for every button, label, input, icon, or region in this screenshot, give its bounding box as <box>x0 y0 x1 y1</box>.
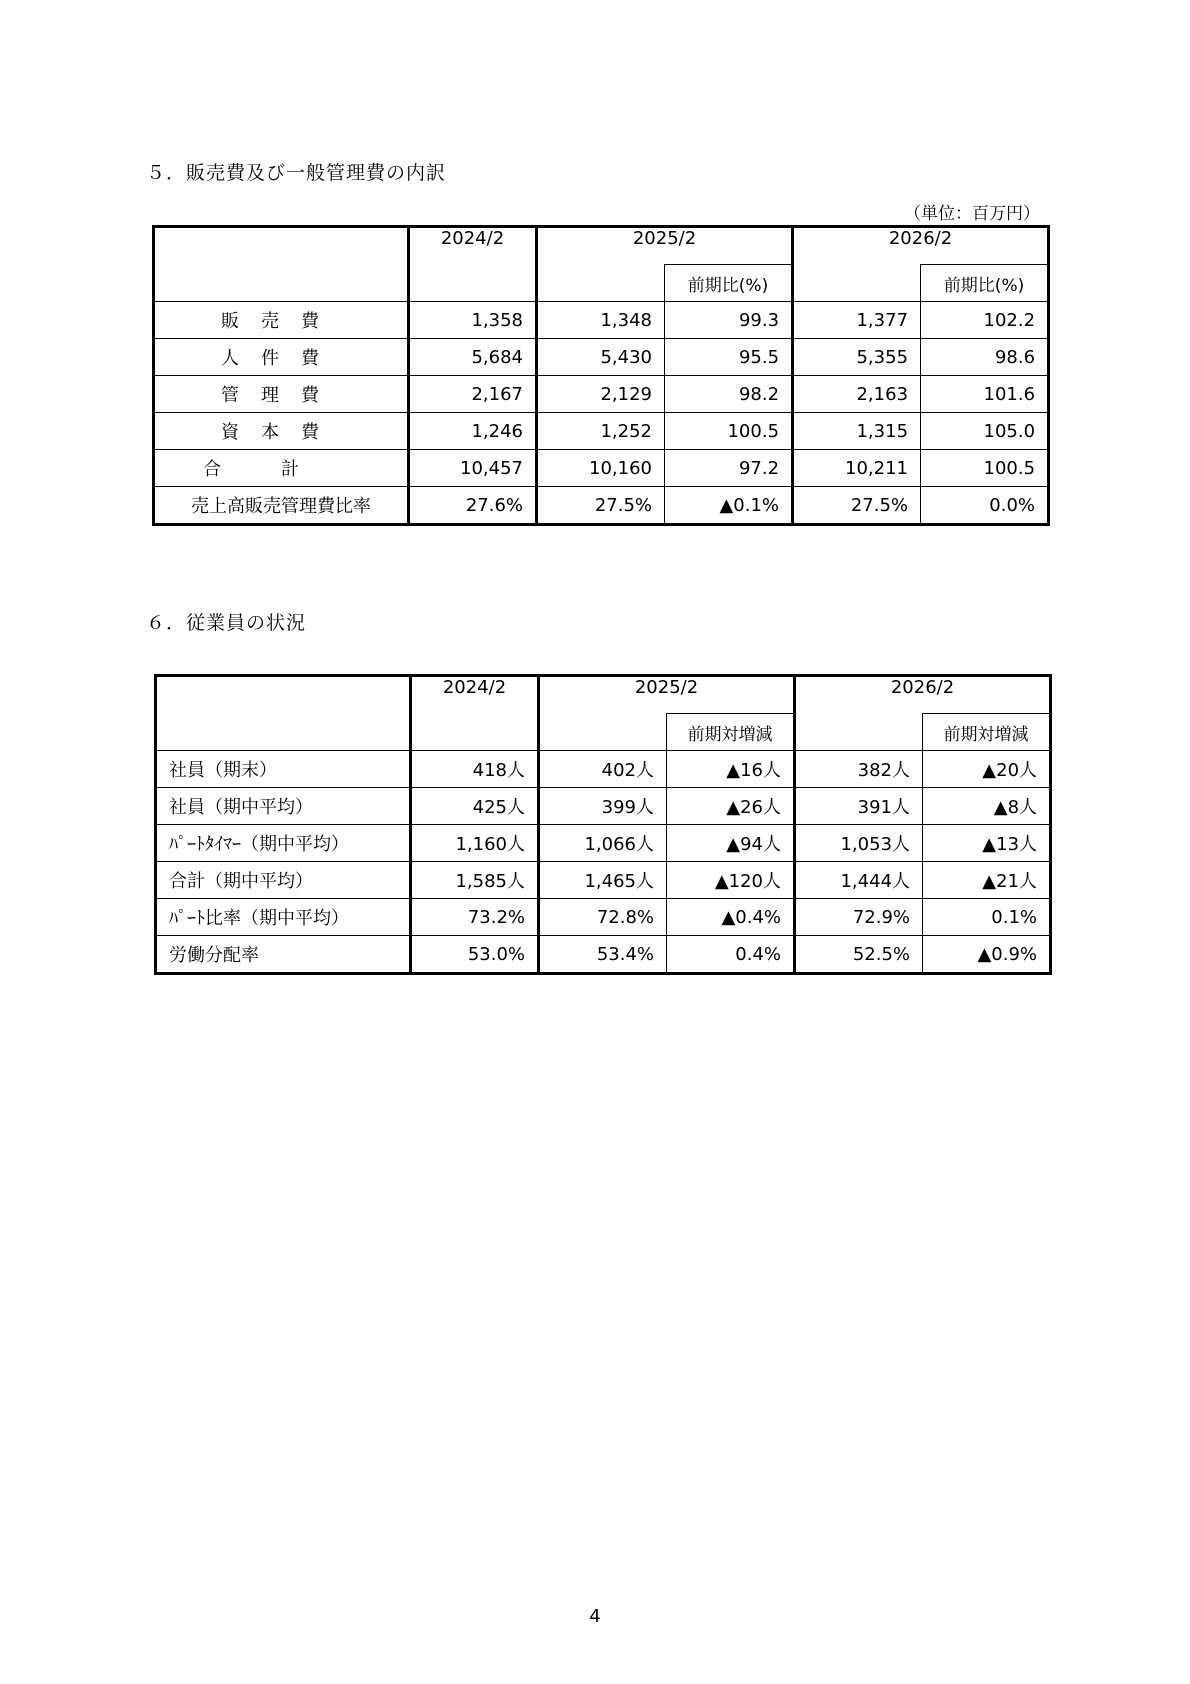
table-row <box>156 862 1051 899</box>
value-cell: 1,585人 <box>411 862 539 899</box>
diff-cell: ▲13人 <box>923 825 1051 862</box>
table-row <box>154 302 1049 339</box>
table-row <box>156 825 1051 862</box>
value-cell: 1,358 <box>409 302 537 339</box>
header-blank-cell <box>154 227 409 302</box>
ratio-cell: 101.6 <box>921 376 1049 413</box>
subheader-blank-cell <box>537 265 665 302</box>
section-title-employees: ６．従業員の状況 <box>146 612 307 634</box>
value-cell: 382人 <box>795 751 923 788</box>
section-title-sga: ５．販売費及び一般管理費の内訳 <box>146 162 447 184</box>
value-cell: 1,252 <box>537 413 665 450</box>
value-cell: 53.0% <box>411 936 539 974</box>
value-cell: 10,211 <box>793 450 921 487</box>
subheader-blank-cell <box>539 714 667 751</box>
value-cell: 2,129 <box>537 376 665 413</box>
value-cell: 1,066人 <box>539 825 667 862</box>
table-row <box>154 450 1049 487</box>
ratio-cell: 100.5 <box>665 413 793 450</box>
table-row <box>154 413 1049 450</box>
ratio-cell: 0.0% <box>921 487 1049 525</box>
value-cell: 399人 <box>539 788 667 825</box>
diff-subheader: 前期対増減 <box>923 714 1051 751</box>
diff-cell: ▲20人 <box>923 751 1051 788</box>
row-label: 管理費 <box>154 376 409 413</box>
unit-label: （単位：百万円） <box>904 204 1040 224</box>
diff-cell: ▲0.4% <box>667 899 795 936</box>
table-row <box>154 487 1049 525</box>
value-cell: 425人 <box>411 788 539 825</box>
row-label: 社員（期末） <box>156 751 411 788</box>
value-cell: 73.2% <box>411 899 539 936</box>
value-cell: 27.6% <box>409 487 537 525</box>
diff-cell: ▲26人 <box>667 788 795 825</box>
diff-cell: ▲16人 <box>667 751 795 788</box>
value-cell: 1,315 <box>793 413 921 450</box>
value-cell: 53.4% <box>539 936 667 974</box>
page-number: 4 <box>589 1606 601 1627</box>
sga-breakdown-table <box>152 225 1050 526</box>
row-label: 労働分配率 <box>156 936 411 974</box>
table-row <box>154 376 1049 413</box>
table-row <box>154 339 1049 376</box>
value-cell: 1,053人 <box>795 825 923 862</box>
diff-cell: 0.4% <box>667 936 795 974</box>
row-label: ﾊﾟｰﾄ比率（期中平均） <box>156 899 411 936</box>
value-cell: 27.5% <box>537 487 665 525</box>
table-row <box>156 788 1051 825</box>
value-cell: 1,246 <box>409 413 537 450</box>
year-header: 2024/2 <box>409 227 537 302</box>
value-cell: 391人 <box>795 788 923 825</box>
ratio-subheader: 前期比(%) <box>665 265 793 302</box>
ratio-subheader: 前期比(%) <box>921 265 1049 302</box>
value-cell: 72.9% <box>795 899 923 936</box>
row-label: 合計 <box>154 450 409 487</box>
value-cell: 418人 <box>411 751 539 788</box>
row-label: 売上高販売管理費比率 <box>154 487 409 525</box>
value-cell: 1,465人 <box>539 862 667 899</box>
table-row <box>156 936 1051 974</box>
ratio-cell: 102.2 <box>921 302 1049 339</box>
year-header: 2025/2 <box>539 676 795 714</box>
value-cell: 5,355 <box>793 339 921 376</box>
subheader-blank-cell <box>795 714 923 751</box>
row-label: 資本費 <box>154 413 409 450</box>
row-label: 社員（期中平均） <box>156 788 411 825</box>
header-row <box>156 676 1051 714</box>
year-header: 2026/2 <box>793 227 1049 265</box>
value-cell: 402人 <box>539 751 667 788</box>
diff-subheader: 前期対増減 <box>667 714 795 751</box>
diff-cell: ▲94人 <box>667 825 795 862</box>
header-row <box>154 227 1049 265</box>
ratio-cell: 98.6 <box>921 339 1049 376</box>
value-cell: 72.8% <box>539 899 667 936</box>
value-cell: 2,167 <box>409 376 537 413</box>
header-blank-cell <box>156 676 411 751</box>
year-header: 2025/2 <box>537 227 793 265</box>
row-label: 人件費 <box>154 339 409 376</box>
ratio-cell: 97.2 <box>665 450 793 487</box>
diff-cell: ▲21人 <box>923 862 1051 899</box>
table-row <box>156 751 1051 788</box>
employee-status-table <box>154 674 1052 975</box>
ratio-cell: 95.5 <box>665 339 793 376</box>
diff-cell: ▲0.9% <box>923 936 1051 974</box>
value-cell: 5,430 <box>537 339 665 376</box>
row-label: ﾊﾟｰﾄﾀｲﾏｰ（期中平均） <box>156 825 411 862</box>
ratio-cell: ▲0.1% <box>665 487 793 525</box>
row-label: 販売費 <box>154 302 409 339</box>
value-cell: 1,444人 <box>795 862 923 899</box>
diff-cell: ▲120人 <box>667 862 795 899</box>
value-cell: 27.5% <box>793 487 921 525</box>
year-header: 2024/2 <box>411 676 539 751</box>
year-header: 2026/2 <box>795 676 1051 714</box>
value-cell: 10,160 <box>537 450 665 487</box>
value-cell: 1,160人 <box>411 825 539 862</box>
ratio-cell: 105.0 <box>921 413 1049 450</box>
value-cell: 52.5% <box>795 936 923 974</box>
ratio-cell: 99.3 <box>665 302 793 339</box>
value-cell: 5,684 <box>409 339 537 376</box>
value-cell: 2,163 <box>793 376 921 413</box>
ratio-cell: 100.5 <box>921 450 1049 487</box>
value-cell: 10,457 <box>409 450 537 487</box>
ratio-cell: 98.2 <box>665 376 793 413</box>
table-row <box>156 899 1051 936</box>
diff-cell: ▲8人 <box>923 788 1051 825</box>
value-cell: 1,348 <box>537 302 665 339</box>
value-cell: 1,377 <box>793 302 921 339</box>
subheader-blank-cell <box>793 265 921 302</box>
diff-cell: 0.1% <box>923 899 1051 936</box>
row-label: 合計（期中平均） <box>156 862 411 899</box>
